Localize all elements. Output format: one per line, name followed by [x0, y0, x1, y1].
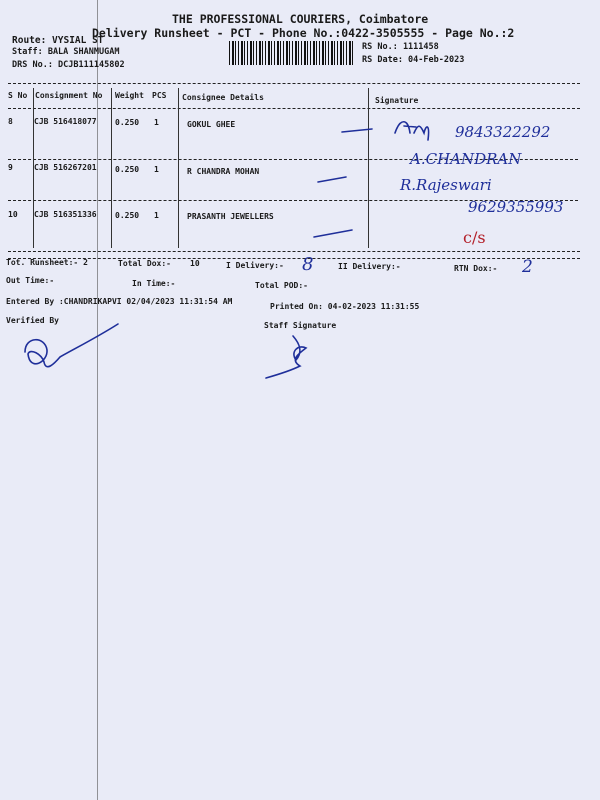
- entered-by: Entered By :CHANDRIKAPVI 02/04/2023 11:31:54 AM: [6, 297, 233, 306]
- row-consignment: CJB 516267201: [34, 163, 97, 172]
- runsheet-title: Delivery Runsheet - PCT - Phone No.:0422-3505555 - Page No.:2: [92, 26, 515, 40]
- in-time-label: In Time:-: [132, 279, 176, 288]
- staff-signature-label: Staff Signature: [264, 321, 337, 330]
- row-consignee: PRASANTH JEWELLERS: [187, 212, 274, 221]
- handwritten-name: A.CHANDRAN: [410, 150, 522, 168]
- rtn-dox-label: RTN Dox:-: [454, 264, 498, 273]
- route-label: Route: VYSIAL ST: [12, 35, 104, 46]
- row-weight: 0.250: [115, 211, 140, 220]
- handwritten-phone: 9629355993: [468, 198, 564, 216]
- handwritten-delivery-count: 8: [302, 254, 314, 275]
- row-consignment: CJB 516418077: [34, 117, 97, 126]
- col-pcs: PCS: [152, 91, 167, 100]
- col-consignment: Consignment No: [35, 91, 103, 100]
- rs-number: RS No.: 1111458: [362, 42, 439, 52]
- total-dox-value: 10: [190, 259, 200, 268]
- row-sno: 8: [8, 117, 13, 126]
- row-sno: 10: [8, 210, 18, 219]
- staff-label: Staff: BALA SHANMUGAM: [12, 47, 120, 57]
- total-pod-label: Total POD:-: [255, 281, 308, 290]
- handwritten-rtn-count: 2: [522, 257, 533, 277]
- rs-date: RS Date: 04-Feb-2023: [362, 55, 465, 65]
- total-dox-label: Total Dox:-: [118, 259, 171, 268]
- row-weight: 0.250: [115, 118, 140, 127]
- drs-number: DRS No.: DCJB111145802: [12, 60, 125, 70]
- row-consignee: R CHANDRA MOHAN: [187, 167, 260, 176]
- company-title: THE PROFESSIONAL COURIERS, Coimbatore: [172, 12, 429, 26]
- handwritten-cs-mark: c/s: [463, 228, 486, 247]
- row-consignment: CJB 516351336: [34, 210, 97, 219]
- ii-delivery-label: II Delivery:-: [338, 262, 401, 271]
- row-consignee: GOKUL GHEE: [187, 120, 236, 129]
- col-signature: Signature: [375, 96, 419, 105]
- col-sno: S No: [8, 91, 28, 100]
- handwritten-name: R.Rajeswari: [400, 176, 492, 194]
- col-weight: Weight: [115, 91, 144, 100]
- verified-by-label: Verified By: [6, 316, 59, 325]
- row-weight: 0.250: [115, 165, 140, 174]
- i-delivery-label: I Delivery:-: [226, 261, 284, 270]
- out-time-label: Out Time:-: [6, 276, 55, 285]
- printed-on: Printed On: 04-02-2023 11:31:55: [270, 302, 420, 311]
- col-consignee: Consignee Details: [182, 93, 264, 102]
- handwritten-phone: 9843322292: [455, 123, 551, 141]
- total-runsheet: Tot. Runsheet:- 2: [6, 258, 88, 267]
- row-pcs: 1: [154, 165, 159, 174]
- row-pcs: 1: [154, 118, 159, 127]
- row-pcs: 1: [154, 211, 159, 220]
- row-sno: 9: [8, 163, 13, 172]
